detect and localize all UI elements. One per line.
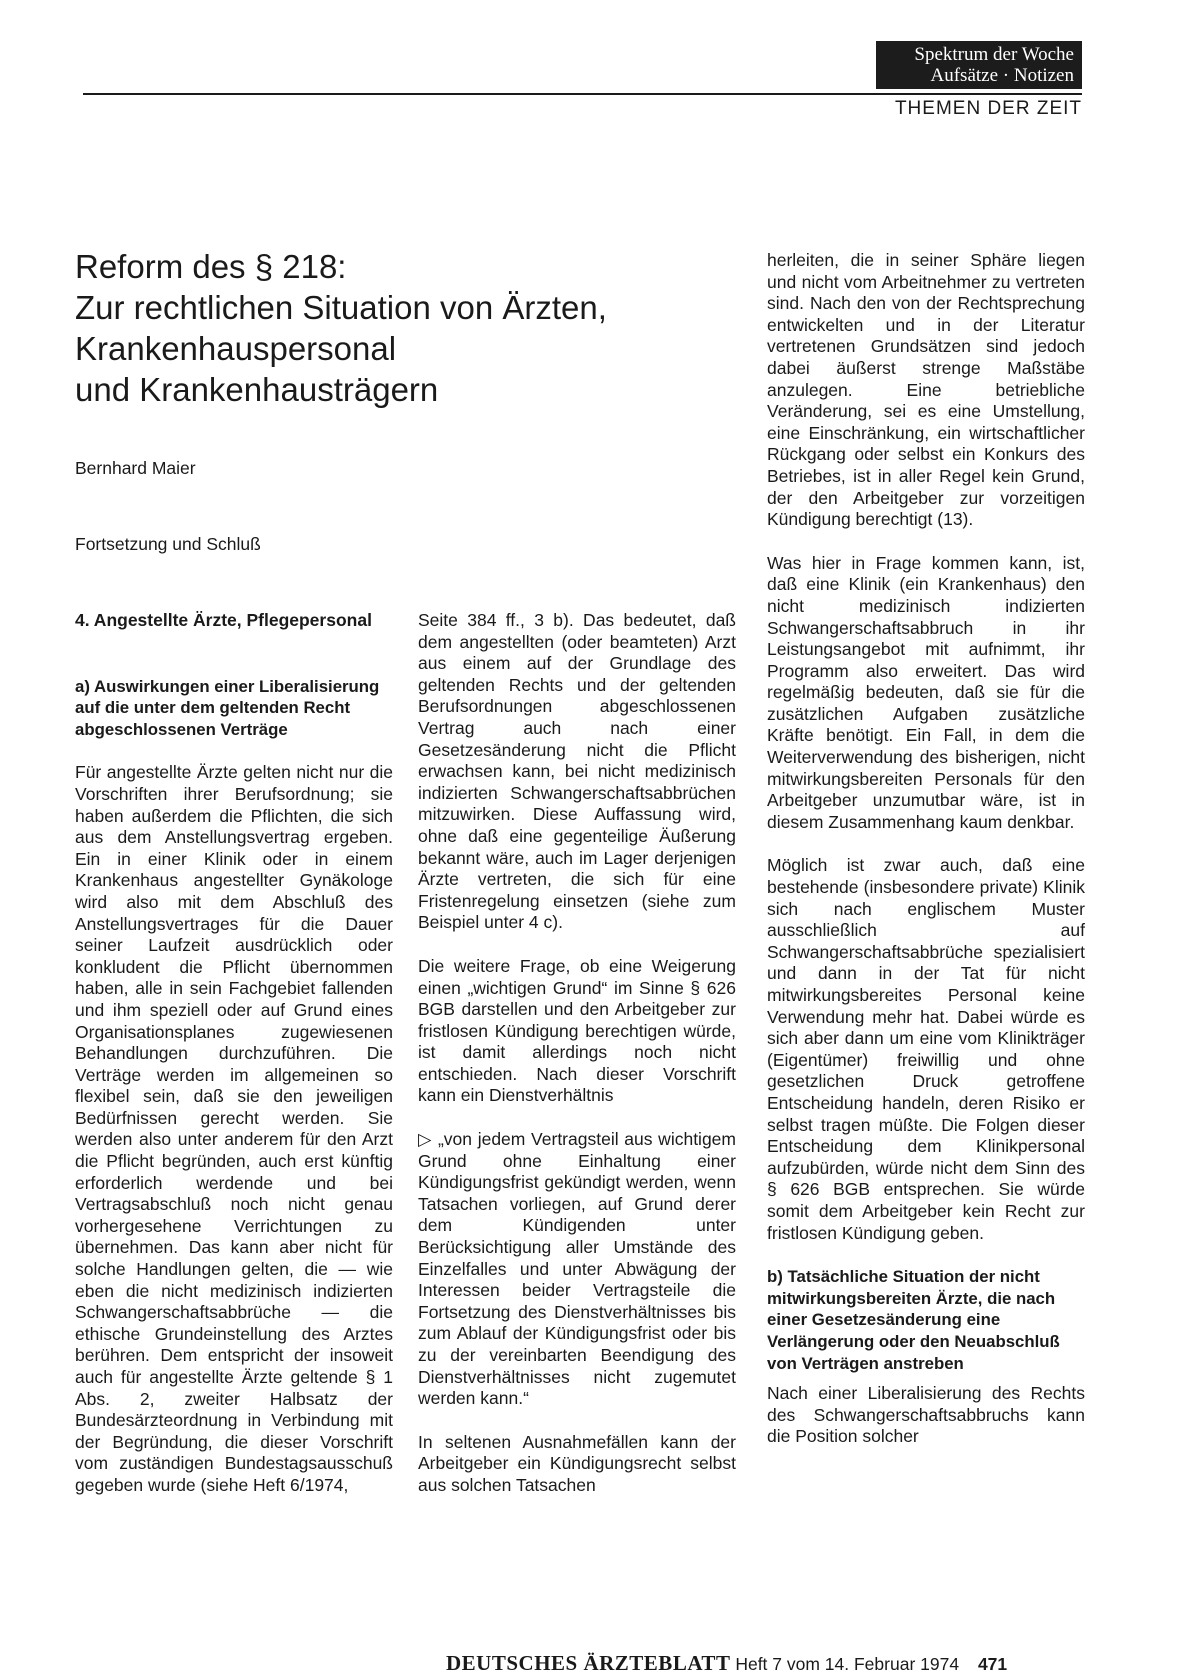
header-rule — [83, 93, 1082, 95]
section-label: THEMEN DER ZEIT — [894, 98, 1082, 119]
body-paragraph: In seltenen Ausnahmefällen kann der Arbeitgeber ein Kündigungsrecht selbst aus solchen Tatsachen — [418, 1431, 736, 1495]
title-line: Reform des § 218: — [75, 248, 347, 285]
badge-line-2: Aufsätze · Notizen — [930, 65, 1074, 86]
column-2 — [418, 610, 736, 1497]
body-paragraph: herleiten, die in seiner Sphäre liegen und nicht vom Arbeitnehmer zu vertreten sind. Nach den von der Rechtsprechung entwickelten und in der Literatur vertretenen Grundsätzen sind jedoch dabei äußerst strenge Maßstäbe anzulegen. Eine betriebliche Veränderung, sei es eine Umstellung, eine Einschränkung, ein wirtschaftlicher Rückgang oder selbst ein Konkurs des Betriebes, ist in aller Regel kein Grund, der den Arbeitgeber zur vorzeitigen Kündigung berechtigt (13). — [767, 250, 1085, 530]
body-paragraph: Möglich ist zwar auch, daß eine bestehende (insbesondere private) Klinik sich nach englischem Muster ausschließlich auf Schwangerschaftsabbrüche spezialisiert und dann in der Tat für nicht mitwirkungsbereites Personal keine Verwendung mehr hat. Dabei würde es sich aber dann um eine vom Klinikträger (Eigentümer) freiwillig und ohne gesetzlichen Druck getroffene Entscheidung handeln, deren Risiko er selbst tragen müßte. Die Folgen dieser Entscheidung dem Klinikpersonal aufzubürden, würde nicht dem Sinn des § 626 BGB entsprechen. Sie würde somit dem Arbeitgeber kein Recht zur fristlosen Kündigung geben. — [767, 855, 1085, 1243]
body-paragraph: Seite 384 ff., 3 b). Das bedeutet, daß dem angestellten (oder beamteten) Arzt aus einem auf der Grundlage des geltenden Rechts und der geltenden Berufsordnungen abgeschlossenen Vertrag auch nach einer Gesetzesänderung nicht die Pflicht erwachsen kann, bei nicht medizinisch indizierten Schwangerschaftsabbrüchen mitzuwirken. Diese Auffassung wird, ohne daß eine gegenteilige Äußerung bekannt wäre, auch im Lager derjenigen Ärzte vertreten, die sich für eine Fristenregelung einsetzen (siehe zum Beispiel unter 4 c). — [418, 610, 736, 933]
body-paragraph: Was hier in Frage kommen kann, ist, daß eine Klinik (ein Krankenhaus) den nicht medizinisch indizierten Schwangerschaftsabbruch in ihr Leistungsangebot mit aufnimmt, ihr Programm also erweitert. Das wird regelmäßig bedeuten, daß sie für die zusätzlichen Aufgaben zusätzliche Kräfte benötigt. Ein Fall, in dem die Weiterverwendung des bisherigen, nicht mitwirkungsbereiten Personals für den Arbeitgeber unzumutbar wäre, ist in diesem Zusammenhang kaum denkbar. — [767, 552, 1085, 832]
body-paragraph: Für angestellte Ärzte gelten nicht nur die Vorschriften ihrer Berufsordnung; sie haben außerdem die Pflichten, die sich aus dem Anstellungsvertrag ergeben. Ein in einer Klinik oder in einem Krankenhaus angestellter Gynäkologe wird also mit dem Abschluß des Anstellungsvertrages für die Dauer seiner Laufzeit ausdrücklich oder konkludent die Pflicht übernommen haben, alle in sein Fachgebiet fallenden und ihm speziell oder auf Grund eines Organisationsplanes zugewiesenen Behandlungen durchzuführen. Die Verträge werden im allgemeinen so flexibel sein, daß sie den jeweiligen Bedürfnissen gerecht werden. Sie werden also unter anderem für den Arzt die Pflicht begründen, auch erst künftig erforderlich werdende und bei Vertragsabschluß noch nicht genau vorhergesehene Verrichtungen zu übernehmen. Das kann aber nicht für solche Handlungen gelten, die — wie eben die nicht medizinisch indizierten Schwangerschaftsabbrüche — die ethische Grundeinstellung des Arztes berühren. Dem entspricht der insoweit auch für angestellte Ärzte geltende § 1 Abs. 2, zweiter Halbsatz der Bundesärzteordnung in Verbindung mit der Begründung, die dieser Vorschrift vom zuständigen Bundestagsausschuß gegeben wurde (siehe Heft 6/1974, — [75, 762, 393, 1495]
page-number: 471 — [977, 1654, 1008, 1674]
law-quote: ▷ „von jedem Vertragsteil aus wichtigem Grund ohne Einhaltung einer Kündigungsfrist gekündigt werden, wenn Tatsachen vorliegen, auf Grund derer dem Kündigenden unter Berücksichtigung aller Umstände des Einzelfalles und unter Abwägung der Interessen beider Vertragsteile die Fortsetzung des Dienstverhältnisses bis zum Ablauf der Kündigungsfrist oder bis zu der vereinbarten Beendigung des Dienstverhältnisses nicht zugemutet werden kann.“ — [418, 1129, 736, 1409]
body-paragraph: Nach einer Liberalisierung des Rechts des Schwangerschaftsabbruchs kann die Position solcher — [767, 1383, 1085, 1447]
column-3 — [767, 250, 1085, 1448]
subsection-heading: b) Tatsächliche Situation der nicht mitwirkungsbereiten Ärzte, die nach einer Gesetzesänderung eine Verlängerung oder den Neuabschluß von Verträgen anstreben — [767, 1267, 1060, 1373]
title-line: Zur rechtlichen Situation von Ärzten, — [75, 289, 607, 326]
journal-name: DEUTSCHES ÄRZTEBLATT — [446, 1651, 731, 1675]
badge-line-1: Spektrum der Woche — [914, 44, 1074, 65]
article-author: Bernhard Maier — [75, 458, 196, 478]
page-footer — [446, 1651, 1007, 1676]
title-line: Krankenhauspersonal — [75, 330, 397, 367]
continuation-note: Fortsetzung und Schluß — [75, 534, 261, 554]
section-badge — [876, 41, 1082, 89]
subsection-heading: a) Auswirkungen einer Liberalisierung auf die unter dem geltenden Recht abgeschlossenen Verträge — [75, 676, 380, 739]
article-title — [75, 246, 695, 410]
body-paragraph: Die weitere Frage, ob eine Weigerung einen „wichtigen Grund“ im Sinne § 626 BGB darstellen und den Arbeitgeber zur fristlosen Kündigung berechtigen würde, ist damit allerdings noch nicht entschieden. Nach dieser Vorschrift kann ein Dienstverhältnis — [418, 955, 736, 1106]
title-line: und Krankenhausträgern — [75, 371, 439, 408]
section-heading: 4. Angestellte Ärzte, Pflegepersonal — [75, 610, 372, 630]
issue-info: Heft 7 vom 14. Februar 1974 — [735, 1654, 960, 1674]
column-1 — [75, 610, 393, 1497]
